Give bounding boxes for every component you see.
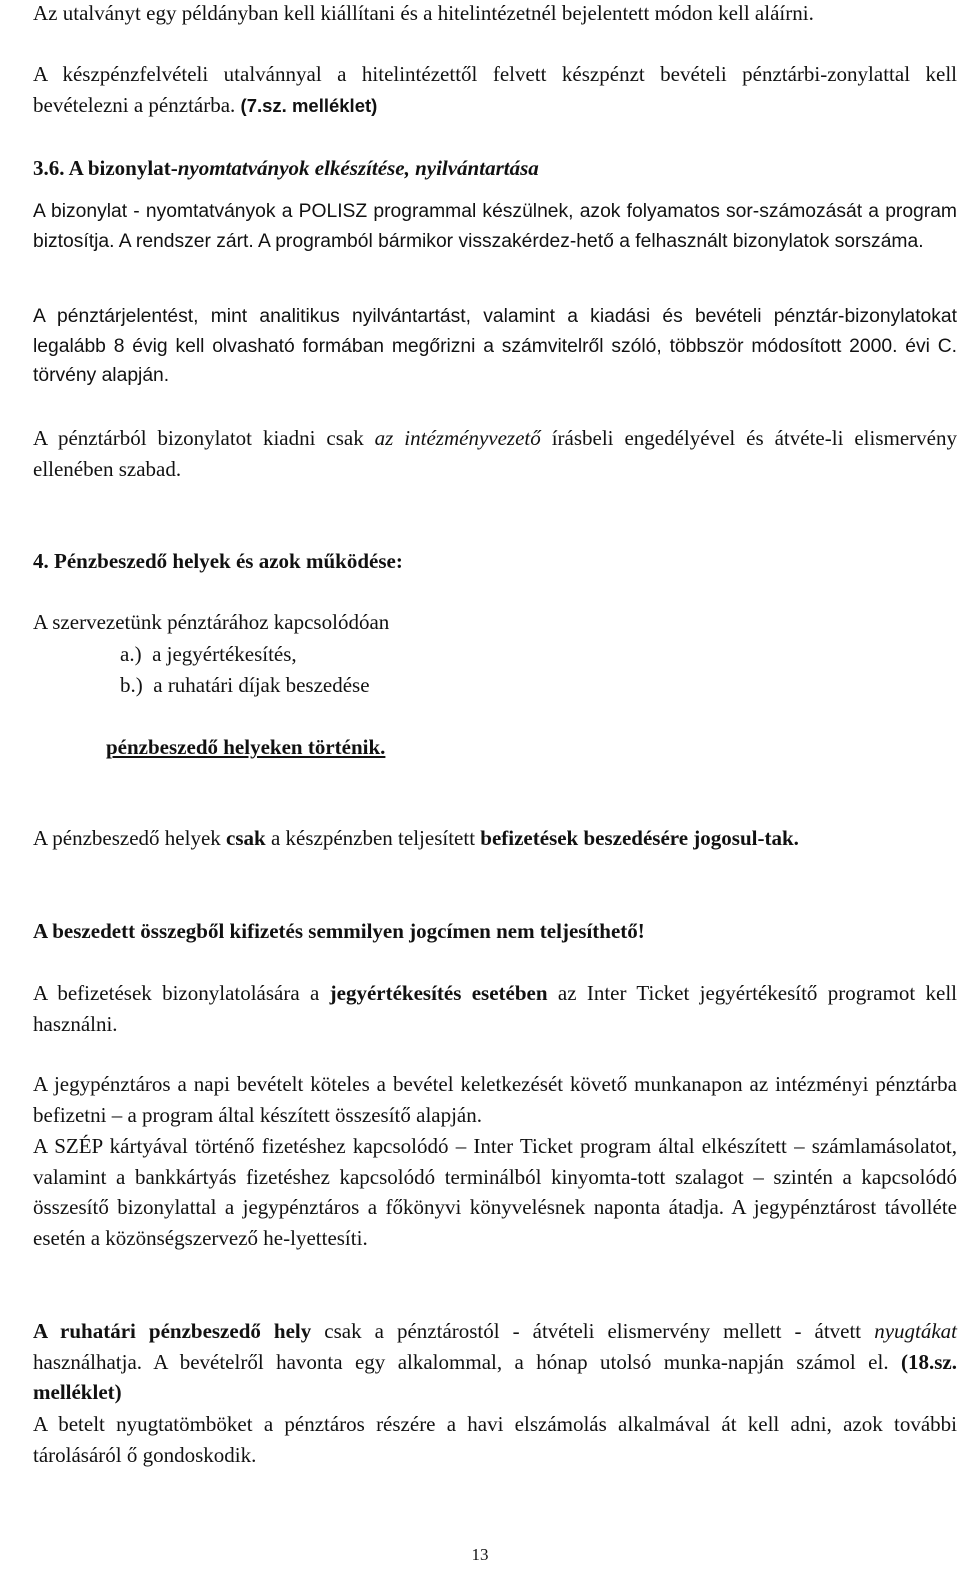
section-4-heading: 4. Pénzbeszedő helyek és azok működése:	[33, 549, 403, 573]
section-3-6-heading	[33, 153, 957, 184]
section-number: 3.6.	[33, 156, 65, 180]
section-3-6-paragraph-2: A pénztárjelentést, mint analitikus nyilvántartást, valamint a kiadási és bevételi pénztár-bizonylatokat legalább 8 évig kell olvasható formában megőrizni a számvitelről szóló, többször módosított 2000. évi C. törvény alapján.	[33, 306, 957, 386]
intro-paragraph-1: Az utalványt egy példányban kell kiállítani és a hitelintézetnél bejelentett módon kell aláírni.	[33, 1, 814, 25]
section-3-6-paragraph-1: A bizonylat - nyomtatványok a POLISZ programmal készülnek, azok folyamatos sor-számozását a program biztosítja. A rendszer zárt. A programból bármikor visszakérdez-hető a felhasznált bizonylatok sorszáma.	[33, 201, 957, 252]
section-4-conclusion: pénzbeszedő helyeken történik.	[106, 735, 386, 759]
p5-part-a: A ruhatári pénzbeszedő hely	[33, 1319, 312, 1343]
list-item-a: a.) a jegyértékesítés,	[120, 642, 297, 666]
section-4-paragraph-5	[33, 1316, 957, 1408]
section-3-6-paragraph-3	[33, 423, 957, 484]
section-4-warning: A beszedett összegből kifizetés semmilyen jogcímen nem teljesíthető!	[33, 919, 645, 943]
section-4-paragraph-1	[33, 823, 957, 854]
section-4-intro: A szervezetünk pénztárához kapcsolódóan	[33, 610, 390, 634]
p1-part-b: csak	[226, 826, 266, 850]
section-4-paragraph-2	[33, 978, 957, 1039]
section-4-paragraph-3: A jegypénztáros a napi bevételt köteles a bevétel keletkezését követő munkanapon az intézményi pénztárba befizetni – a program által készített összesítő alapján.	[33, 1072, 957, 1127]
p2-part-c: az Inter Ticket jegyértékesítő programot kell használni.	[33, 981, 958, 1036]
list-item-b: b.) a ruhatári díjak beszedése	[120, 673, 370, 697]
p3-before: A pénztárból bizonylatot kiadni csak	[33, 426, 364, 450]
p2-part-a: A befizetések bizonylatolására a	[33, 981, 320, 1005]
p5-part-c: nyugtákat	[874, 1319, 957, 1343]
section-4-paragraph-6: A betelt nyugtatömböket a pénztáros részére a havi elszámolás alkalmával át kell adni, azok további tárolásáról ő gondoskodik.	[33, 1412, 957, 1467]
section-title-italic: nyomtatványok elkészítése, nyilvántartása	[177, 156, 539, 180]
attachment-reference-18: (18.sz. melléklet)	[33, 1349, 958, 1404]
attachment-reference-7: (7.sz. melléklet)	[240, 94, 378, 116]
p1-part-c: a készpénzben teljesített	[270, 826, 476, 850]
p3-italic: az intézményvezető	[374, 426, 541, 450]
section-title-plain: A bizonylat-	[68, 156, 178, 180]
p5-part-d: használhatja. A bevételről havonta egy alkalommal, a hónap utolsó munka-napján számol el.	[33, 1349, 889, 1374]
p1-part-a: A pénzbeszedő helyek	[33, 826, 221, 850]
intro-paragraph-2-text: A készpénzfelvételi utalvánnyal a hitelintézettől felvett készpénzt bevételi pénztárbi-zonylattal kell bevételezni a pénztárba.	[33, 62, 957, 117]
p1-part-d: befizetések beszedésére jogosul-tak.	[480, 826, 799, 850]
p5-part-b: csak a pénztárostól - átvételi elismervény mellett - átvett	[324, 1319, 862, 1343]
page-number: 13	[471, 1545, 489, 1564]
p2-part-b: jegyértékesítés esetében	[329, 981, 548, 1005]
p3-after: írásbeli engedélyével és átvéte-li elismervény ellenében szabad.	[33, 426, 957, 481]
intro-paragraph-2	[33, 59, 957, 120]
section-4-paragraph-4: A SZÉP kártyával történő fizetéshez kapcsolódó – Inter Ticket program által elkészített – számlamásolatot, valamint a bankkártyás fizetéshez kapcsolódó terminálból kinyomta-tott szalagot – szintén a kapcsolódó összesítő bizonylattal a jegypénztáros a főkönyvi könyvelésnek naponta átadja. A jegypénztárost távolléte esetén a közönségszervező he-lyettesíti.	[33, 1134, 957, 1250]
